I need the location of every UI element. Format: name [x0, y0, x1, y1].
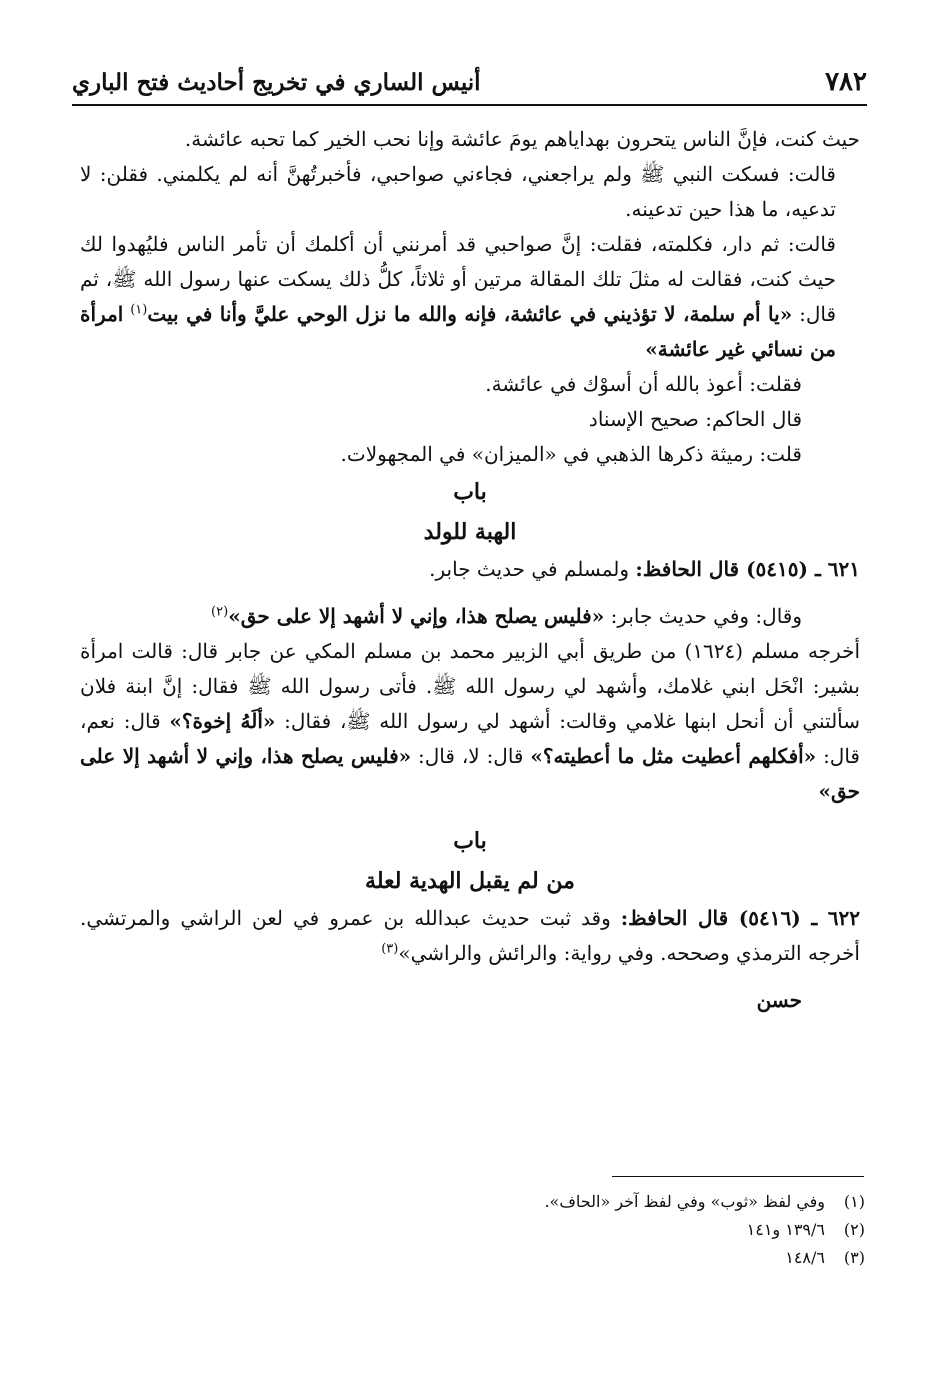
footnote — [80, 1216, 865, 1244]
footnote-number: (٢) — [843, 1220, 865, 1239]
footnote — [80, 1188, 865, 1216]
hadith-entry — [80, 552, 860, 587]
running-title: أنيس الساري في تخريج أحاديث فتح الباري — [72, 68, 481, 96]
hadith-text: ولمسلم في حديث جابر. — [429, 557, 630, 581]
footnote-ref: (٢) — [211, 604, 229, 620]
main-text — [80, 122, 860, 1018]
footnotes — [80, 1188, 865, 1272]
paragraph — [80, 227, 860, 367]
page-number: ٧٨٢ — [825, 67, 867, 97]
hadith-quote: امرأة من نسائي غير عائشة» — [80, 302, 836, 361]
paragraph: قالت: فسكت النبي ﷺ ولم يراجعني، فجاءني صواحبي، فأخبرتُهنَّ أنه لم يكلمني. فقلن: لا تدعيه، ما هذا حين تدعينه. — [80, 162, 836, 221]
footnote-number: (١) — [843, 1192, 865, 1211]
paragraph: قلت: رميثة ذكرها الذهبي في «الميزان» في المجهولات. — [340, 442, 802, 466]
quote-paragraph — [80, 599, 860, 634]
hadith-heading: ٦٢١ ـ (٥٤١٥) قال الحافظ: — [635, 557, 860, 581]
takhrij-paragraph — [80, 634, 860, 809]
hadith-quote: «ألَهُ إخوة؟» — [169, 709, 276, 733]
chapter-title: الهبة للولد — [423, 519, 517, 545]
hadith-heading: ٦٢٢ ـ (٥٤١٦) قال الحافظ: — [620, 906, 861, 930]
hadith-entry — [80, 901, 860, 971]
chapter-title: من لم يقبل الهدية لعلة — [365, 868, 575, 894]
footnote-text: ١٤٨/٦ — [785, 1248, 825, 1267]
takhrij-text: قال: لا، قال: — [418, 744, 524, 768]
paragraph: حيث كنت، فإنَّ الناس يتحرون بهداياهم يومَ عائشة وإنا نحب الخير كما تحبه عائشة. — [184, 127, 860, 151]
hadith-quote: «أفكلهم أعطيت مثل ما أعطيته؟» — [530, 744, 817, 768]
footnote-number: (٣) — [843, 1248, 865, 1267]
footnote-ref: (٣) — [381, 941, 399, 957]
footnote-separator — [612, 1176, 864, 1177]
takhrij-text: قال: نعم، قال: — [80, 709, 860, 768]
hadith-text: وقد ثبت حديث عبدالله بن عمرو في لعن الراشي والمرتشي. أخرجه الترمذي وصححه. وفي رواية: والرائش والراشي» — [80, 906, 860, 965]
footnote-text: ١٣٩/٦ و١٤١ — [746, 1220, 825, 1239]
hadith-quote: «فليس يصلح هذا، وإني لا أشهد إلا على حق» — [228, 604, 605, 628]
takhrij-text: أخرجه مسلم (١٦٢٤) من طريق أبي الزبير محمد بن مسلم المكي عن جابر قال: قالت امرأة بشير: انْحَل ابني غلامك، وأشهد لي رسول الله ﷺ. فأتى رسول الله ﷺ فقال: إنَّ ابنة فلان سألتني أن أنحل ابنها غلامي وقالت: أشهد لي رسول الله ﷺ، فقال: — [80, 639, 861, 733]
page-header — [72, 60, 867, 106]
hadith-quote: «يا أم سلمة، لا تؤذيني في عائشة، فإنه والله ما نزل الوحي عليَّ وأنا في بيت — [147, 302, 793, 326]
hadith-quote: «فليس يصلح هذا، وإني لا أشهد إلا على حق» — [80, 744, 860, 803]
hadith-grade: حسن — [756, 988, 802, 1012]
chapter-label: باب — [453, 828, 487, 854]
narration-text: قالت: ثم دار، فكلمته، فقلت: إنَّ صواحبي قد أمرنني أن أكلمك أن تأمر الناس فليُهدوا لك حيث كنت، فقالت له مثلَ تلك المقالة مرتين أو ثلاثاً، كلُّ ذلك يسكت عنها رسول الله ﷺ، ثم قال: — [80, 232, 837, 326]
quote-intro: وقال: وفي حديث جابر: — [610, 604, 802, 628]
paragraph: فقلت: أعوذ بالله أن أسوْك في عائشة. — [485, 372, 802, 396]
chapter-label: باب — [453, 479, 487, 505]
footnote — [80, 1244, 865, 1272]
footnote-text: وفي لفظ «ثوب» وفي لفظ آخر «الحاف». — [544, 1192, 825, 1211]
paragraph: قال الحاكم: صحيح الإسناد — [588, 407, 802, 431]
footnote-ref: (١) — [130, 302, 148, 318]
